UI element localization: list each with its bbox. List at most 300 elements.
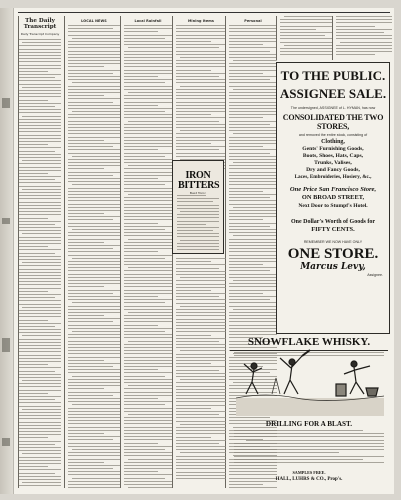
- text-line: [19, 163, 61, 164]
- text-line: [68, 267, 120, 268]
- text-line: [22, 160, 61, 161]
- text-line: [124, 219, 172, 220]
- text-line: [68, 299, 120, 300]
- text-line: [124, 191, 172, 192]
- text-line: [19, 131, 61, 132]
- text-line: [176, 446, 226, 447]
- text-line: [229, 44, 263, 45]
- text-line: [72, 184, 120, 185]
- text-line: [124, 376, 165, 377]
- text-line: [124, 216, 172, 217]
- text-line: [124, 188, 172, 189]
- text-line: [68, 382, 120, 383]
- text-line: [19, 173, 48, 174]
- text-line: [229, 226, 270, 227]
- text-line: [336, 54, 375, 55]
- text-line: [68, 363, 120, 364]
- text-line: [229, 82, 277, 83]
- text-line: [19, 383, 61, 384]
- text-line: [124, 478, 165, 479]
- text-line: [176, 319, 226, 320]
- text-line: [68, 264, 120, 265]
- text-line: [72, 82, 120, 83]
- text-line: [124, 471, 158, 472]
- text-line: [124, 395, 172, 396]
- text-line: [68, 242, 104, 243]
- text-line: [128, 487, 172, 488]
- text-line: [19, 154, 61, 155]
- text-line: [124, 347, 172, 348]
- text-line: [68, 481, 120, 482]
- text-line: [72, 449, 120, 450]
- text-line: [176, 66, 226, 67]
- text-line: [19, 211, 61, 212]
- text-line: [19, 151, 55, 152]
- text-line: [128, 165, 172, 166]
- text-line: [229, 184, 277, 185]
- text-line: [124, 423, 172, 424]
- text-line: [68, 108, 120, 109]
- text-line: [229, 213, 277, 214]
- text-line: [68, 312, 120, 313]
- text-line: [128, 341, 172, 342]
- text-line: [19, 399, 55, 400]
- text-line: [68, 191, 120, 192]
- text-line: [68, 414, 120, 415]
- text-line: [68, 172, 120, 173]
- text-line: [176, 137, 226, 138]
- text-line: [68, 255, 120, 256]
- text-line: [19, 176, 61, 177]
- text-line: [280, 32, 332, 33]
- text-line: [229, 114, 277, 115]
- text-line: [124, 290, 172, 291]
- text-line: [68, 462, 104, 463]
- text-line: [229, 57, 277, 58]
- text-line: [124, 133, 172, 134]
- text-line: [68, 153, 120, 154]
- text-line: [68, 372, 120, 373]
- text-line: [229, 318, 277, 319]
- text-line: [68, 117, 120, 118]
- text-line: [124, 296, 158, 297]
- text-line: [124, 417, 172, 418]
- text-line: [124, 306, 172, 307]
- text-line: [229, 86, 277, 87]
- text-line: [124, 277, 172, 278]
- text-line: [229, 159, 277, 160]
- one-store-heading: ONE STORE.: [287, 246, 379, 262]
- text-line: [68, 86, 120, 87]
- text-line: [68, 114, 120, 115]
- text-line: [68, 127, 120, 128]
- text-line: [124, 89, 172, 90]
- text-line: [68, 162, 120, 163]
- text-line: [22, 335, 61, 336]
- text-line: [176, 417, 226, 418]
- text-line: [176, 366, 226, 367]
- text-line: [176, 440, 226, 441]
- text-line: [177, 205, 219, 206]
- text-line: [229, 73, 263, 74]
- text-line: [19, 65, 61, 66]
- text-line: [68, 309, 120, 310]
- text-line: [336, 32, 384, 33]
- remember-text: REMEMBER WE NOW HAVE ONLY: [303, 240, 363, 244]
- text-line: [176, 322, 226, 323]
- text-line: [19, 221, 61, 222]
- text-line: [177, 214, 219, 215]
- text-line: [68, 318, 120, 319]
- text-line: [68, 92, 120, 93]
- text-line: [176, 478, 226, 479]
- text-line: [68, 60, 120, 61]
- text-line: [19, 256, 61, 257]
- ad-note-line: [277, 212, 389, 216]
- text-line: [229, 79, 270, 80]
- snowflake-body: [234, 430, 384, 468]
- text-line: [176, 92, 226, 93]
- text-line: [176, 459, 226, 460]
- text-line: [19, 371, 55, 372]
- text-line: [68, 325, 120, 326]
- text-line: [124, 70, 172, 71]
- text-line: [229, 98, 277, 99]
- text-line: [19, 68, 61, 69]
- text-line: [124, 162, 172, 163]
- text-line: [19, 415, 61, 416]
- text-line: [234, 452, 339, 453]
- text-line: [19, 457, 61, 458]
- text-line: [176, 153, 226, 154]
- text-line: [19, 390, 61, 391]
- text-line: [229, 312, 277, 313]
- goods-clothing: Clothing,: [321, 139, 345, 145]
- text-line: [19, 52, 61, 53]
- text-line: [124, 41, 172, 42]
- text-line: [176, 389, 226, 390]
- text-line: [340, 42, 392, 43]
- text-line: [19, 485, 61, 486]
- text-line: [176, 44, 226, 45]
- text-line: [19, 450, 61, 451]
- text-line: [229, 143, 277, 144]
- text-line: [280, 22, 332, 23]
- text-line: [229, 165, 277, 166]
- text-line: [180, 277, 226, 278]
- text-line: [124, 350, 172, 351]
- text-line: [176, 73, 226, 74]
- text-line: [68, 347, 120, 348]
- text-line: [176, 315, 226, 316]
- text-line: [229, 111, 277, 112]
- edge-mark: [2, 218, 10, 224]
- text-line: [229, 149, 277, 150]
- text-line: [229, 315, 277, 316]
- text-line: [19, 326, 55, 327]
- text-line: [180, 424, 226, 425]
- text-line: [229, 188, 277, 189]
- text-line: [19, 179, 55, 180]
- text-line: [336, 22, 392, 23]
- text-line: [229, 325, 277, 326]
- text-line: [124, 427, 172, 428]
- text-line: [19, 96, 61, 97]
- text-line: [68, 51, 120, 52]
- text-line: [22, 262, 61, 263]
- text-line: [19, 205, 61, 206]
- text-line: [176, 376, 226, 377]
- text-line: [124, 63, 172, 64]
- text-line: [68, 283, 120, 284]
- text-line: [19, 425, 61, 426]
- text-line: [72, 156, 120, 157]
- text-line: [229, 121, 277, 122]
- text-line: [229, 302, 277, 303]
- text-line: [68, 223, 120, 224]
- text-line: [234, 443, 384, 444]
- text-line: [68, 226, 120, 227]
- text-line: [22, 453, 61, 454]
- text-line: [124, 149, 158, 150]
- text-line: [19, 320, 48, 321]
- text-line: [234, 462, 384, 463]
- text-line: [19, 125, 61, 126]
- text-line: [176, 51, 226, 52]
- text-line: [176, 146, 226, 147]
- text-line: [72, 331, 120, 332]
- text-line: [124, 175, 172, 176]
- consolidated-heading: CONSOLIDATED THE TWO STORES,: [282, 113, 384, 131]
- text-line: [68, 395, 113, 396]
- text-line: [68, 124, 120, 125]
- text-line: [176, 156, 226, 157]
- text-line: [176, 331, 226, 332]
- text-line: [68, 105, 120, 106]
- text-line: [68, 70, 120, 71]
- text-line: [19, 192, 61, 193]
- text-line: [124, 156, 165, 157]
- text-line: [176, 370, 219, 371]
- text-line: [124, 213, 172, 214]
- miners-illustration: [236, 348, 384, 416]
- text-line: [68, 411, 120, 412]
- text-line: [124, 430, 172, 431]
- goods-laces: Laces, Embroideries, Hosiery, &c.,: [294, 174, 372, 180]
- text-line: [19, 313, 61, 314]
- text-line: [176, 290, 211, 291]
- text-line: [124, 283, 172, 284]
- text-line: [128, 459, 172, 460]
- text-line: [19, 342, 61, 343]
- text-line: [19, 167, 61, 168]
- text-line: [229, 239, 277, 240]
- text-line: [19, 364, 48, 365]
- text-line: [19, 386, 61, 387]
- text-line: [229, 245, 277, 246]
- text-line: [229, 105, 277, 106]
- text-line: [233, 133, 277, 134]
- text-line: [124, 44, 172, 45]
- text-line: [124, 382, 172, 383]
- text-line: [19, 422, 61, 423]
- text-line: [19, 377, 61, 378]
- text-line: [176, 382, 226, 383]
- text-line: [124, 357, 172, 358]
- text-line: [229, 175, 277, 176]
- fifty-cents: FIFTY CENTS.: [311, 226, 355, 233]
- text-line: [68, 321, 113, 322]
- text-line: [229, 137, 277, 138]
- text-line: [19, 396, 61, 397]
- text-line: [68, 143, 120, 144]
- text-line: [176, 70, 211, 71]
- text-line: [176, 140, 226, 141]
- text-line: [68, 121, 120, 122]
- text-line: [124, 328, 172, 329]
- text-line: [124, 168, 172, 169]
- text-line: [284, 45, 332, 46]
- text-line: [280, 29, 316, 30]
- text-line: [176, 60, 226, 61]
- text-line: [176, 280, 226, 281]
- text-line: [19, 304, 61, 305]
- text-line: [19, 243, 61, 244]
- text-line: [176, 35, 226, 36]
- text-line: [124, 465, 172, 466]
- text-line: [176, 357, 226, 358]
- drilling-heading: DRILLING FOR A BLAST.: [265, 420, 353, 428]
- text-line: [233, 162, 277, 163]
- text-line: [176, 293, 226, 294]
- text-line: [124, 197, 172, 198]
- text-line: [19, 195, 61, 196]
- text-line: [229, 242, 277, 243]
- text-line: [19, 329, 61, 330]
- text-line: [124, 344, 172, 345]
- text-line: [176, 79, 226, 80]
- text-line: [124, 455, 172, 456]
- text-line: [124, 363, 172, 364]
- text-line: [19, 345, 61, 346]
- text-line: [68, 306, 120, 307]
- text-line: [68, 31, 120, 32]
- text-line: [229, 41, 277, 42]
- text-line: [229, 140, 277, 141]
- text-line: [22, 380, 61, 381]
- text-line: [68, 487, 120, 488]
- text-line: [176, 456, 226, 457]
- text-line: [229, 258, 277, 259]
- iron-bitters-caption: Best Tonic: [189, 191, 207, 195]
- text-line: [124, 95, 172, 96]
- text-line: [19, 80, 61, 81]
- text-line: [19, 275, 61, 276]
- text-line: [229, 156, 277, 157]
- text-line: [124, 153, 172, 154]
- text-line: [124, 229, 165, 230]
- edge-mark: [2, 98, 10, 108]
- text-line: [68, 216, 120, 217]
- text-line: [68, 401, 120, 402]
- text-line: [68, 146, 113, 147]
- text-line: [176, 344, 226, 345]
- text-line: [19, 418, 61, 419]
- text-line: [280, 54, 332, 55]
- text-line: [229, 76, 277, 77]
- text-line: [22, 233, 61, 234]
- text-line: [176, 47, 219, 48]
- text-line: [280, 26, 332, 27]
- text-line: [68, 251, 120, 252]
- text-line: [124, 398, 158, 399]
- text-line: [68, 165, 120, 166]
- text-line: [229, 296, 277, 297]
- text-line: [176, 28, 226, 29]
- text-line: [229, 290, 277, 291]
- text-line: [124, 315, 172, 316]
- text-line: [68, 430, 120, 431]
- text-line: [177, 198, 219, 199]
- text-line: [180, 306, 226, 307]
- masthead-title: The Daily Transcript: [23, 18, 57, 30]
- text-line: [124, 280, 172, 281]
- text-line: [124, 102, 172, 103]
- text-line: [176, 114, 211, 115]
- text-line: [68, 79, 120, 80]
- assignee-intro: The undersigned, ASSIGNEE of L. HYMAN, has now: [290, 106, 376, 110]
- text-line: [19, 106, 55, 107]
- text-line: [180, 211, 219, 212]
- text-line: [176, 312, 226, 313]
- text-line: [336, 16, 392, 17]
- text-line: [68, 168, 104, 169]
- text-line: [19, 316, 61, 317]
- goods-gents: Gents' Furnishing Goods,: [302, 146, 364, 152]
- text-line: [176, 121, 219, 122]
- text-line: [68, 73, 113, 74]
- text-line: [124, 248, 172, 249]
- text-line: [176, 462, 226, 463]
- text-line: [19, 434, 61, 435]
- text-line: [124, 200, 172, 201]
- text-line: [19, 103, 61, 104]
- text-line: [68, 210, 120, 211]
- text-line: [19, 90, 61, 91]
- text-line: [19, 310, 61, 311]
- text-line: [176, 102, 226, 103]
- text-line: [68, 427, 120, 428]
- text-line: [124, 146, 172, 147]
- column-2: [64, 16, 120, 488]
- text-line: [68, 293, 113, 294]
- text-line: [124, 124, 172, 125]
- text-line: [280, 38, 332, 39]
- text-line: [68, 235, 120, 236]
- goods-dry: Dry and Fancy Goods,: [306, 167, 360, 173]
- text-line: [124, 433, 172, 434]
- text-line: [229, 168, 277, 169]
- text-line: [124, 25, 172, 26]
- text-line: [68, 468, 113, 469]
- text-line: [124, 232, 172, 233]
- text-line: [176, 268, 219, 269]
- text-line: [68, 436, 120, 437]
- text-line: [19, 393, 48, 394]
- text-line: [68, 159, 120, 160]
- text-line: [124, 57, 172, 58]
- text-line: [234, 430, 363, 431]
